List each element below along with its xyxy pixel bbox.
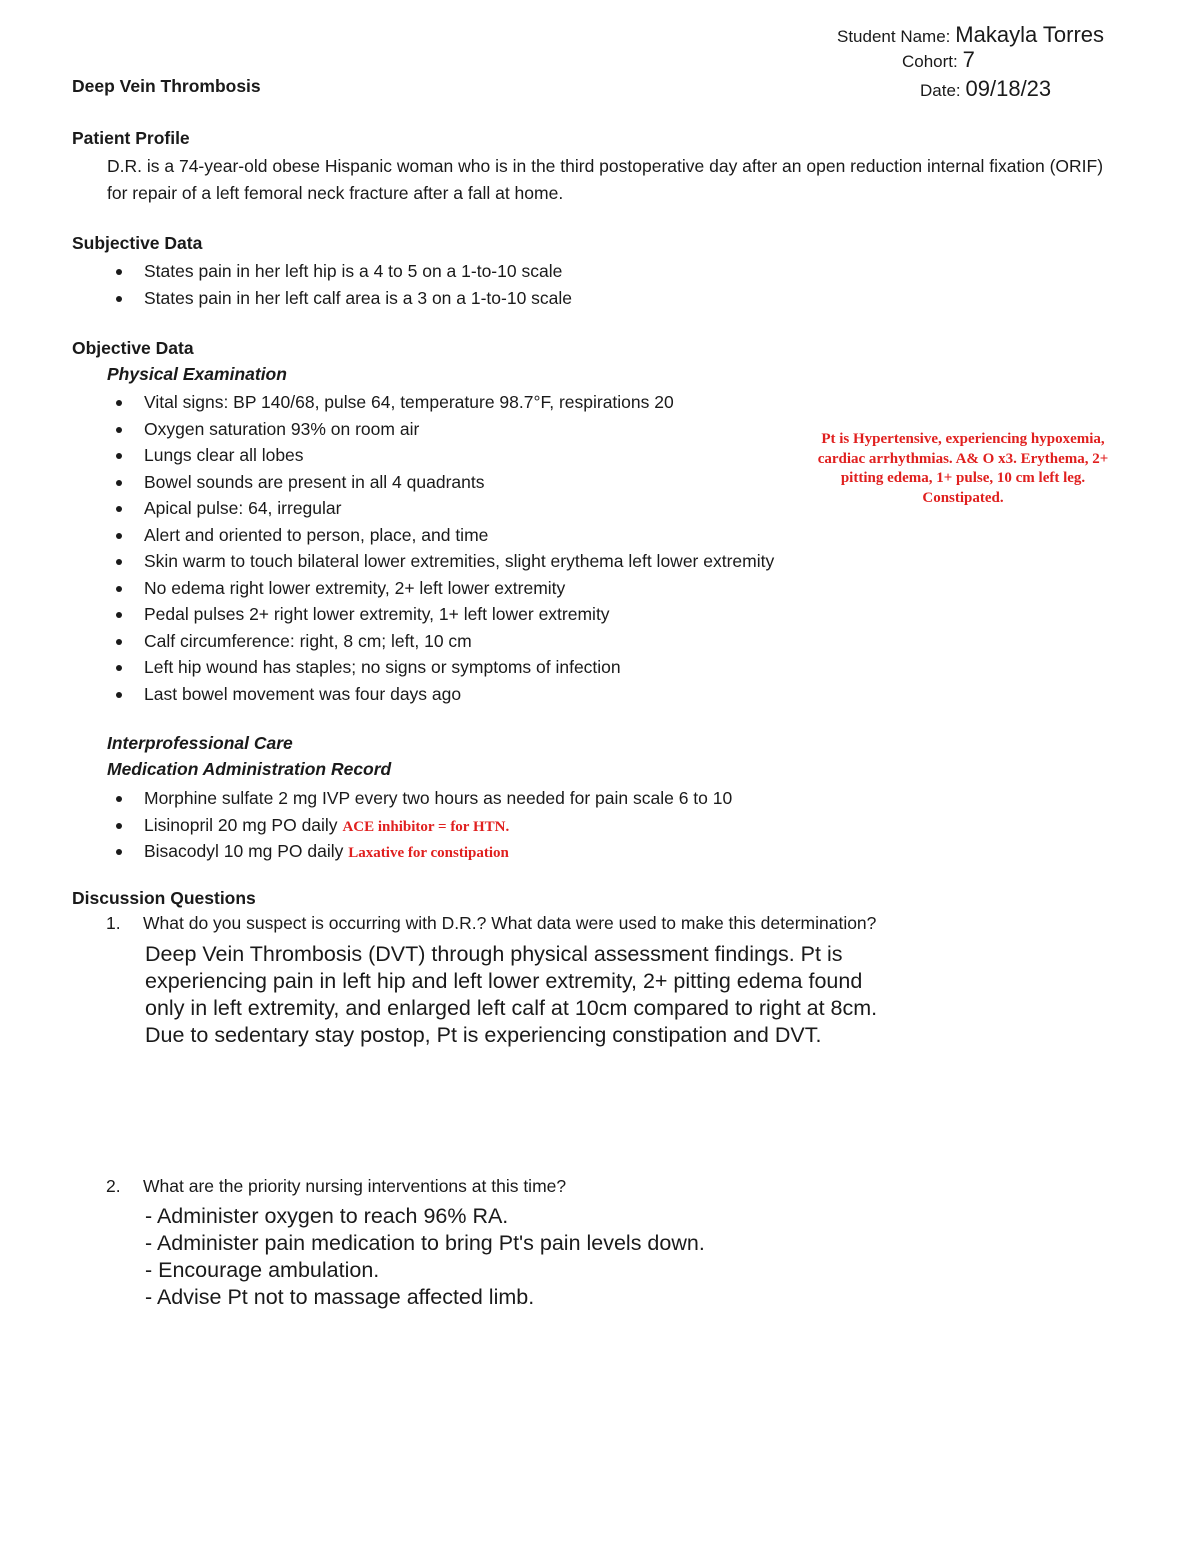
bullet-icon (116, 480, 122, 486)
medication-note: ACE inhibitor = for HTN. (342, 818, 510, 835)
bullet-icon (116, 586, 122, 592)
question-number: 2. (106, 1176, 121, 1196)
list-item: States pain in her left hip is a 4 to 5 on a 1-to-10 scale (72, 258, 572, 285)
cohort-label: Cohort: (902, 52, 958, 71)
list-item: Lisinopril 20 mg PO daily ACE inhibitor = for HTN. (72, 812, 732, 839)
bullet-icon (116, 665, 122, 671)
list-item: No edema right lower extremity, 2+ left lower extremity (72, 575, 774, 602)
document-title: Deep Vein Thrombosis (72, 76, 261, 96)
list-item: Pedal pulses 2+ right lower extremity, 1+ left lower extremity (72, 601, 774, 628)
patient-profile-text: D.R. is a 74-year-old obese Hispanic woman who is in the third postoperative day after an open reduction internal fixation (ORIF) for repair of a left femoral neck fracture after a fall at home. (107, 156, 1104, 203)
answer-line: - Administer oxygen to reach 96% RA. (145, 1204, 509, 1228)
answer-1 (145, 941, 877, 1049)
answer-2 (145, 1203, 705, 1311)
interprofessional-heading: Interprofessional Care (107, 733, 293, 753)
objective-list (72, 389, 774, 707)
list-item: Left hip wound has staples; no signs or symptoms of infection (72, 654, 774, 681)
list-item: Skin warm to touch bilateral lower extremities, slight erythema left lower extremity (72, 548, 774, 575)
answer-line: Deep Vein Thrombosis (DVT) through physical assessment findings. Pt is (145, 942, 843, 966)
bullet-icon (116, 823, 122, 829)
bullet-icon (116, 296, 122, 302)
answer-line: - Advise Pt not to massage affected limb. (145, 1285, 535, 1309)
bullet-icon (116, 639, 122, 645)
list-item: Calf circumference: right, 8 cm; left, 10 cm (72, 628, 774, 655)
answer-line: - Administer pain medication to bring Pt's pain levels down. (145, 1231, 705, 1255)
student-name-label: Student Name: (837, 27, 951, 46)
list-item: Vital signs: BP 140/68, pulse 64, temperature 98.7°F, respirations 20 (72, 389, 774, 416)
mar-subheading: Medication Administration Record (107, 759, 392, 779)
objective-heading: Objective Data (72, 338, 194, 358)
list-item: Last bowel movement was four days ago (72, 681, 774, 708)
question-2 (0, 1176, 1200, 1202)
list-item: Lungs clear all lobes (72, 442, 774, 469)
date-row (920, 76, 1051, 102)
question-number: 1. (106, 913, 121, 933)
answer-line: Due to sedentary stay postop, Pt is experiencing constipation and DVT. (145, 1023, 822, 1047)
medication-list (72, 785, 732, 865)
list-item: Alert and oriented to person, place, and time (72, 522, 774, 549)
date-label: Date: (920, 81, 961, 100)
bullet-icon (116, 559, 122, 565)
answer-line: only in left extremity, and enlarged left calf at 10cm compared to right at 8cm. (145, 996, 878, 1020)
answer-line: - Encourage ambulation. (145, 1258, 380, 1282)
subjective-heading: Subjective Data (72, 233, 203, 253)
student-name-value: Makayla Torres (955, 22, 1105, 47)
list-item: Apical pulse: 64, irregular (72, 495, 774, 522)
list-item: Oxygen saturation 93% on room air (72, 416, 774, 443)
list-item: Bisacodyl 10 mg PO daily Laxative for constipation (72, 838, 732, 865)
bullet-icon (116, 796, 122, 802)
objective-annotation: Pt is Hypertensive, experiencing hypoxemia, cardiac arrhythmias. A& O x3. Erythema, 2+ pitting edema, 1+ pulse, 10 cm left leg. Constipated. (817, 431, 1109, 506)
answer-line: experiencing pain in left hip and left lower extremity, 2+ pitting edema found (145, 969, 863, 993)
physical-exam-subheading: Physical Examination (107, 364, 287, 384)
discussion-heading: Discussion Questions (72, 888, 256, 908)
list-item: Bowel sounds are present in all 4 quadrants (72, 469, 774, 496)
date-value: 09/18/23 (965, 76, 1052, 101)
medication-note: Laxative for constipation (348, 845, 509, 861)
bullet-icon (116, 506, 122, 512)
bullet-icon (116, 269, 122, 275)
bullet-icon (116, 612, 122, 618)
question-text: What are the priority nursing interventions at this time? (143, 1176, 567, 1196)
list-item: States pain in her left calf area is a 3 on a 1-to-10 scale (72, 285, 572, 312)
question-text: What do you suspect is occurring with D.R.? What data were used to make this determination? (143, 913, 877, 933)
subjective-list (72, 258, 572, 311)
question-1 (0, 913, 1200, 939)
patient-profile-heading: Patient Profile (72, 128, 190, 148)
bullet-icon (116, 849, 122, 855)
bullet-icon (116, 453, 122, 459)
list-item: Morphine sulfate 2 mg IVP every two hours as needed for pain scale 6 to 10 (72, 785, 732, 812)
bullet-icon (116, 427, 122, 433)
bullet-icon (116, 533, 122, 539)
bullet-icon (116, 400, 122, 406)
cohort-row (902, 47, 975, 73)
bullet-icon (116, 692, 122, 698)
cohort-value: 7 (962, 47, 975, 72)
student-name-row (837, 22, 1104, 48)
